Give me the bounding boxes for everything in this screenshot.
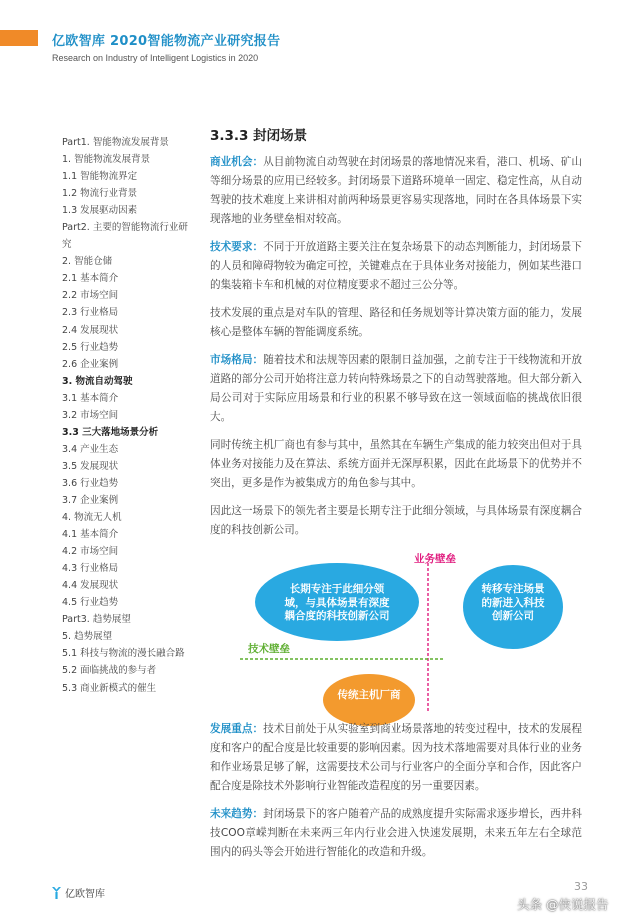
body-paragraph bbox=[210, 502, 582, 540]
main-content bbox=[210, 124, 582, 741]
paragraph-text: 从目前物流自动驾驶在封闭场景的落地情况来看，港口、机场、矿山等细分场景的应用已经较多。封闭场景下道路环境单一固定、稳定性高，从自动驾驶的技术难度上来讲相对前两种场景更容易实现落地，同时在各具体场景下实现落地的业务壁垒相对较高。 bbox=[210, 156, 583, 225]
footer-logo bbox=[52, 885, 105, 900]
toc-item: 1. 智能物流发展背景 bbox=[62, 154, 151, 166]
tech-barrier-label: 技术壁垒 bbox=[248, 643, 290, 655]
toc-item: 2.4 发展现状 bbox=[62, 324, 119, 336]
toc-item: 4.5 行业趋势 bbox=[62, 597, 119, 609]
toc-item: 4.1 基本简介 bbox=[62, 529, 119, 541]
paragraph-text: 不同于开放道路主要关注在复杂场景下的动态判断能力，封闭场景下的人员和障碍物较为确定可控，关键难点在于具体业务对接能力，例如某些港口的集装箱卡车和机械的对位精度要求不超过三公分等。 bbox=[210, 241, 583, 291]
paragraph-text: 封闭场景下的客户随着产品的成熟度提升实际需求逐步增长，西井科技COO章嵘判断在未来两三年内行业会进入快速发展期，未来五年左右全球范围内的码头等会开始进行智能化的改造和升级。 bbox=[210, 808, 583, 858]
toc-item: Part1. 智能物流发展背景 bbox=[62, 137, 169, 148]
logo-text: 亿欧智库 bbox=[65, 889, 105, 900]
body-paragraph bbox=[210, 304, 582, 342]
toc-item: 2.2 市场空间 bbox=[62, 290, 119, 302]
toc-item: 3.1 基本简介 bbox=[62, 392, 119, 404]
barrier-diagram bbox=[210, 549, 582, 727]
body-paragraph bbox=[210, 153, 582, 229]
page-number: 33 bbox=[574, 880, 588, 893]
header-accent-bar bbox=[0, 30, 38, 46]
toc-item: 5.3 商业新模式的催生 bbox=[62, 682, 157, 694]
toc-item: 2.3 行业格局 bbox=[62, 307, 119, 319]
logo-mark-icon bbox=[52, 887, 61, 899]
paragraph-text: 技术目前处于从实验室到商业场景落地的转变过程中，技术的发展程度和客户的配合度是比较重要的影响因素。因为技术落地需要对具体行业的业务和作业场景足够了解，这需要技术公司与行业客户的全面分享和合作，因此客户配合度是除技术外影响行业智能改造程度的另一重要因素。 bbox=[210, 723, 583, 792]
toc-item: 5. 趋势展望 bbox=[62, 631, 113, 643]
paragraph-group-top bbox=[210, 153, 582, 540]
toc-item: 2.6 企业案例 bbox=[62, 358, 119, 370]
new-entrants-label: 转移专注场景的新进入科技创新公司 bbox=[481, 583, 545, 622]
toc-item: 2. 智能仓储 bbox=[62, 256, 113, 268]
body-paragraph bbox=[210, 351, 582, 427]
paragraph-text: 技术发展的重点是对车队的管理、路径和任务规划等计算决策方面的能力，发展核心是整体车辆的智能调度系统。 bbox=[210, 307, 582, 338]
body-paragraph bbox=[210, 436, 582, 493]
toc-item: 1.3 发展驱动因素 bbox=[62, 205, 138, 217]
traditional-oem-label: 传统主机厂商 bbox=[337, 689, 401, 701]
section-title: 3.3.3 封闭场景 bbox=[210, 128, 308, 144]
paragraph-lead: 发展重点： bbox=[210, 723, 264, 735]
toc-item: 5.1 科技与物流的漫长融合路 bbox=[62, 648, 185, 660]
toc-item: Part2. 主要的智能物流行业研究 bbox=[62, 222, 188, 251]
body-paragraph bbox=[210, 238, 582, 295]
paragraph-text: 同时传统主机厂商也有参与其中，虽然其在车辆生产集成的能力较突出但对于具体业务对接能力及在算法、系统方面并无深厚积累，因此在此场景下的优势并不突出，更多是作为被集成方的角色参与其中。 bbox=[210, 439, 582, 489]
toc-item: 4.2 市场空间 bbox=[62, 546, 119, 558]
toc-item: 4. 物流无人机 bbox=[62, 512, 122, 524]
report-title: 亿欧智库 2020智能物流产业研究报告 bbox=[52, 34, 281, 49]
toc-item: 5.2 面临挑战的参与者 bbox=[62, 665, 157, 677]
paragraph-lead: 商业机会： bbox=[210, 156, 264, 168]
toc-item: 2.1 基本简介 bbox=[62, 273, 119, 285]
body-paragraph bbox=[210, 720, 582, 796]
body-paragraph bbox=[210, 805, 582, 862]
toc-item: 3.7 企业案例 bbox=[62, 494, 119, 506]
toc-item: 4.3 行业格局 bbox=[62, 563, 119, 575]
paragraph-text: 因此这一场景下的领先者主要是长期专注于此细分领域，与具体场景有深度耦合度的科技创新公司。 bbox=[210, 505, 582, 536]
toc-item: Part3. 趋势展望 bbox=[62, 614, 131, 626]
toc-item: 3. 物流自动驾驶 bbox=[62, 375, 133, 387]
table-of-contents bbox=[62, 134, 192, 697]
toc-item: 2.5 行业趋势 bbox=[62, 341, 119, 353]
toc-item: 3.2 市场空间 bbox=[62, 409, 119, 421]
bottom-paragraphs bbox=[210, 720, 582, 871]
paragraph-lead: 技术要求： bbox=[210, 241, 264, 253]
paragraph-lead: 市场格局： bbox=[210, 354, 264, 366]
toc-item: 3.3 三大落地场景分析 bbox=[62, 426, 159, 438]
toc-item: 1.1 智能物流界定 bbox=[62, 171, 138, 183]
toc-item: 3.4 产业生态 bbox=[62, 443, 119, 455]
watermark: 头条 @侠说报告 bbox=[517, 897, 609, 912]
paragraph-lead: 未来趋势： bbox=[210, 808, 264, 820]
paragraph-text: 随着技术和法规等因素的限制日益加强，之前专注于干线物流和开放道路的部分公司开始将注意力转向特殊场景之下的自动驾驶落地。但大部分新入局公司对于实际应用场景和行业的积累不够导致在这一领域面临的挑战依旧很大。 bbox=[210, 354, 583, 423]
toc-item: 3.5 发展现状 bbox=[62, 460, 119, 472]
toc-item: 3.6 行业趋势 bbox=[62, 477, 119, 489]
leading-companies-label: 长期专注于此细分领域，与具体场景有深度耦合度的科技创新公司 bbox=[284, 583, 390, 622]
toc-item: 4.4 发展现状 bbox=[62, 580, 119, 592]
business-barrier-label: 业务壁垒 bbox=[414, 553, 456, 565]
toc-item: 1.2 物流行业背景 bbox=[62, 188, 138, 200]
report-subtitle: Research on Industry of Intelligent Logistics in 2020 bbox=[52, 53, 259, 63]
